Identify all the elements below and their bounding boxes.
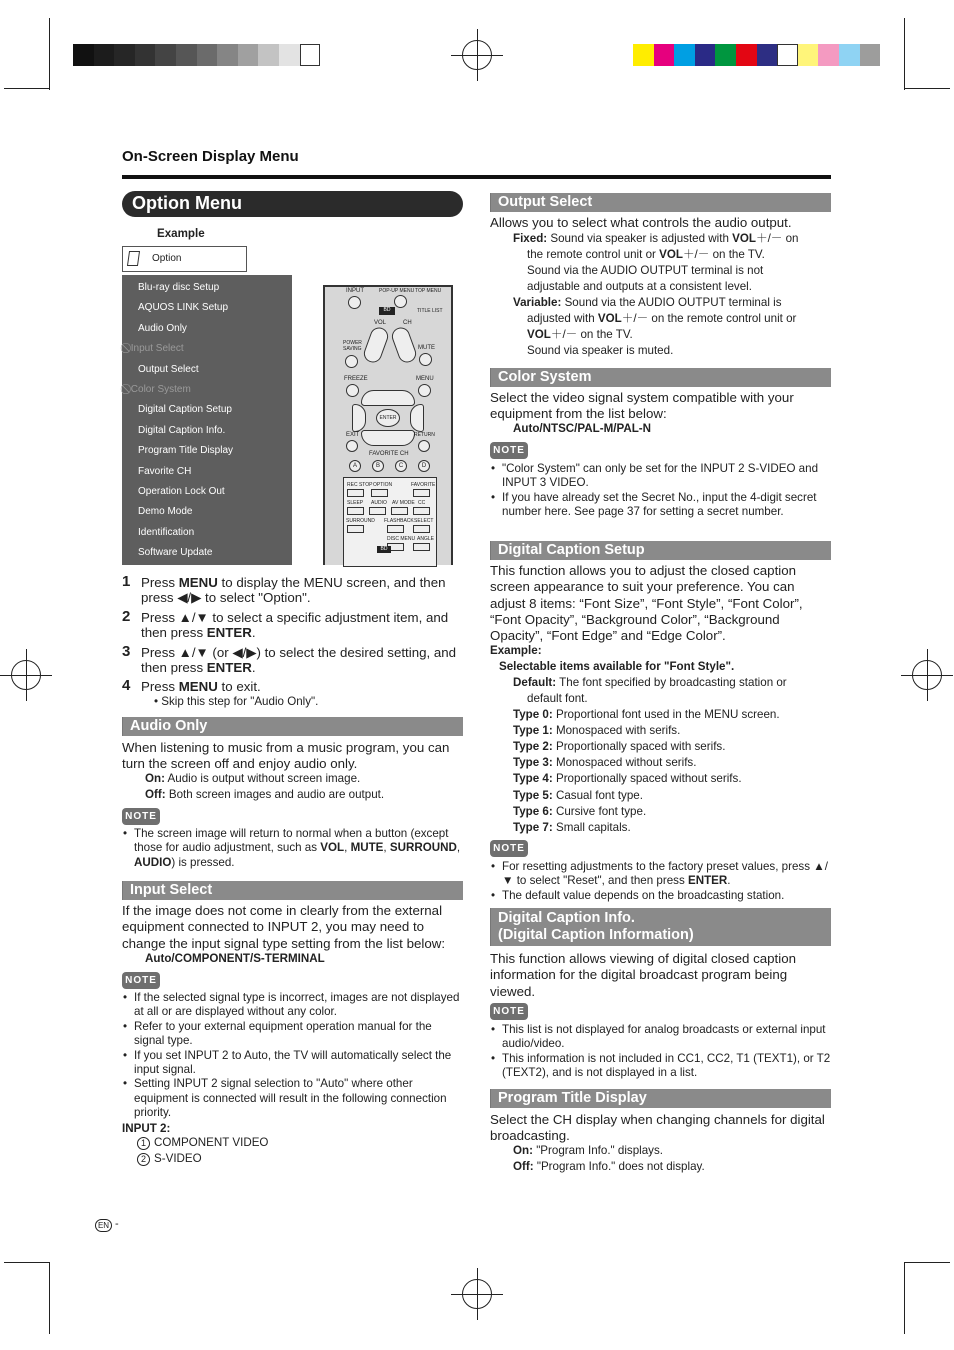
color-swatch: [818, 44, 839, 66]
note-item: • For resetting adjustments to the factory preset values, press ▲/▼ to select "Reset", and then press ENTER.: [490, 860, 831, 889]
note-item: • Refer to your external equipment operation manual for the signal type.: [122, 1020, 463, 1049]
color-swatch: [633, 44, 654, 66]
menu-item: Software Update: [138, 547, 213, 559]
step-number: 3: [122, 643, 131, 660]
note-badge: NOTE: [490, 442, 528, 459]
font-style-type: Type 3: Monospaced without serifs.: [513, 756, 697, 770]
color-swatch: [73, 44, 94, 66]
note-badge: NOTE: [122, 808, 160, 825]
color-system-notes: [490, 462, 831, 520]
remote-fav-b: B: [372, 460, 384, 472]
remote-cc-label: CC: [418, 500, 426, 506]
input-select-options: Auto/COMPONENT/S-TERMINAL: [145, 952, 325, 965]
remote-sleep-label: SLEEP: [347, 500, 364, 506]
note-item: • The screen image will return to normal when a button (except those for audio adjustment, such as VOL, MUTE, SURROUND, AUDIO) is pressed.: [122, 827, 463, 870]
font-style-type: Type 6: Cursive font type.: [513, 804, 647, 818]
step-number: 1: [122, 573, 131, 590]
option-tab-label: Option: [152, 253, 182, 264]
remote-popup-label: POP-UP MENU: [379, 288, 415, 294]
remote-favorite-label: FAVORITE: [411, 482, 436, 488]
color-swatch: [279, 44, 300, 66]
remote-recstop-button: [347, 489, 364, 497]
audio-only-notes: [122, 827, 463, 870]
step-item: 4 Press MENU to exit.: [122, 677, 261, 694]
menu-item: Output Select: [138, 363, 199, 375]
priority-item: 1 COMPONENT VIDEO: [137, 1135, 268, 1151]
menu-item: Demo Mode: [138, 506, 193, 518]
menu-item: Blu-ray disc Setup: [138, 282, 220, 293]
remote-bd-badge: BD: [379, 307, 395, 315]
note-badge: NOTE: [122, 972, 160, 989]
output-fixed: Fixed: Sound via speaker is adjusted with VOL＋/－ on the remote control unit or VOL＋/－ on the TV. Sound via the AUDIO OUTPUT terminal is not adjustable and outputs at a consistent level. Variable: Sound via the AUDIO OUTPUT terminal is adjusted with VOL＋/－ on the remote control unit or VOL＋/－ on the TV. Sound via speaker is muted.: [513, 232, 799, 357]
menu-item: ⃠ Input Select: [128, 343, 184, 355]
note-item: • If you have already set the Secret No., input the 4-digit secret number here. See page 37 for setting a secret number.: [490, 491, 831, 520]
remote-ch-label: CH: [403, 320, 412, 326]
remote-select-button: [413, 525, 430, 533]
remote-flashback-button: [387, 525, 404, 533]
audio-only-off: Off: Both screen images and audio are output.: [145, 788, 385, 801]
dcs-selectable-label: Selectable items available for "Font Style".: [499, 660, 735, 673]
note-badge: NOTE: [490, 1003, 528, 1020]
remote-freeze-button: [346, 384, 359, 397]
remote-fav-d: D: [418, 460, 430, 472]
remote-surround-label: SURROUND: [346, 518, 375, 524]
en-page-marker: EN: [95, 1219, 112, 1232]
input-select-header: Input Select: [122, 881, 463, 900]
remote-topmenu-label: TOP MENU: [415, 288, 442, 294]
remote-recstop-label: REC STOP: [347, 482, 373, 488]
color-swatch: [94, 44, 115, 66]
remote-flashback-label: FLASHBACK: [384, 518, 414, 524]
color-swatch: [839, 44, 860, 66]
remote-select-label: SELECT: [414, 518, 434, 524]
note-badge: NOTE: [490, 840, 528, 857]
remote-avmode-button: [391, 507, 408, 515]
remote-enter-button: ENTER: [376, 409, 400, 427]
remote-menu-button: [418, 384, 431, 397]
note-item: • "Color System" can only be set for the INPUT 2 S-VIDEO and INPUT 3 VIDEO.: [490, 462, 831, 491]
color-swatch: [217, 44, 238, 66]
remote-up-arrow: [361, 390, 415, 406]
color-system-body: Select the video signal system compatible with your equipment from the list below:: [490, 390, 794, 422]
menu-item: ⃠ Color System: [128, 384, 191, 395]
remote-audio-label: AUDIO: [371, 500, 387, 506]
section-title: On-Screen Display Menu: [122, 148, 299, 165]
remote-option-button: [371, 489, 388, 497]
output-select-body: Allows you to select what controls the audio output.: [490, 215, 792, 230]
remote-vol-label: VOL: [374, 320, 387, 326]
program-title-display-body: Select the CH display when changing channels for digital broadcasting.: [490, 1112, 825, 1144]
remote-powersaving-label: POWER SAVING: [343, 340, 362, 352]
menu-item: Digital Caption Setup: [138, 404, 232, 416]
remote-mute-button: [419, 353, 432, 366]
color-swatch: [695, 44, 716, 66]
menu-item: Digital Caption Info.: [138, 424, 226, 436]
color-swatch: [654, 44, 675, 66]
option-menu-list: [122, 275, 292, 565]
font-style-type: Type 2: Proportionally spaced with serifs.: [513, 740, 726, 754]
color-swatch: [155, 44, 176, 66]
priority-item: 2 S-VIDEO: [137, 1151, 202, 1167]
remote-fav-c: C: [395, 460, 407, 472]
remote-vol-rocker: [361, 325, 390, 365]
audio-only-body: When listening to music from a music program, you can turn the screen off and enjoy audio only.: [122, 740, 450, 772]
color-swatch: [135, 44, 156, 66]
color-swatch: [777, 44, 798, 66]
remote-control-illustration: [323, 285, 453, 565]
remote-input-button: [348, 296, 361, 309]
option-notepad-icon: [127, 251, 140, 266]
remote-cc-button: [413, 507, 430, 515]
remote-fav-a: A: [349, 460, 361, 472]
digital-caption-setup-body: This function allows you to adjust the closed caption screen appearance to suit your preference. You can adjust 8 items: “Font Size”, “Font Style”, “Font Color”, “Font Opacity”, “Background Color”, “Background Opacity”, “Font Edge” and “Edge Color”.: [490, 563, 803, 644]
disabled-icon: ⃠: [128, 343, 131, 355]
remote-discmenu-label: DISC MENU: [387, 536, 416, 542]
remote-exit-label: EXIT: [346, 432, 360, 438]
digital-caption-info-body: This function allows viewing of digital closed caption information for the digital broadcast program being viewed.: [490, 951, 796, 999]
remote-surround-button: [347, 525, 364, 533]
remote-right-arrow: [410, 404, 424, 432]
page-marker-suffix: -: [115, 1218, 119, 1230]
audio-only-header: Audio Only: [122, 717, 463, 736]
digital-caption-setup-header: Digital Caption Setup: [490, 541, 831, 560]
disabled-icon: ⃠: [128, 384, 131, 395]
note-item: • This information is not included in CC1, CC2, T1 (TEXT1), or T2 (TEXT2), and is not displayed in a list.: [490, 1052, 831, 1081]
remote-freeze-label: FREEZE: [344, 376, 368, 382]
note-item: • The default value depends on the broadcasting station.: [490, 889, 831, 903]
color-swatch: [860, 44, 881, 66]
remote-ch-rocker: [389, 325, 418, 365]
note-item: • Setting INPUT 2 signal selection to "Auto" where other equipment is connected will result in the following connection priority.: [122, 1077, 463, 1120]
program-title-display-header: Program Title Display: [490, 1089, 831, 1108]
font-style-type: Type 0: Proportional font used in the MENU screen.: [513, 708, 780, 721]
remote-menu-label: MENU: [416, 376, 434, 382]
color-swatch: [197, 44, 218, 66]
color-swatch: [238, 44, 259, 66]
menu-item: Audio Only: [138, 322, 187, 334]
menu-item: Identification: [138, 526, 195, 538]
ptd-off: Off: "Program Info." does not display.: [513, 1160, 705, 1173]
remote-audio-button: [369, 507, 386, 515]
note-item: • If you set INPUT 2 to Auto, the TV will automatically select the input signal.: [122, 1049, 463, 1078]
remote-option-label: OPTION: [373, 482, 393, 488]
step-item: 2 Press ▲/▼ to select a specific adjustment item, and then press ENTER.: [122, 608, 449, 640]
remote-return-button: [418, 440, 430, 452]
digital-caption-info-notes: [490, 1023, 831, 1081]
dcs-notes: [490, 860, 831, 903]
option-tab: [122, 246, 247, 272]
font-style-type: Type 1: Monospaced with serifs.: [513, 724, 681, 738]
color-swatch: [757, 44, 778, 66]
font-style-type: Type 5: Casual font type.: [513, 788, 643, 802]
color-swatch: [798, 44, 819, 66]
remote-exit-button: [346, 440, 358, 452]
remote-titlelist-label: TITLE LIST: [417, 308, 443, 314]
menu-item: Operation Lock Out: [138, 486, 225, 497]
example-label: Example: [157, 227, 205, 240]
color-swatch: [300, 44, 321, 66]
remote-sleep-button: [347, 507, 364, 515]
remote-left-arrow: [352, 404, 366, 432]
priority-number: 2: [137, 1153, 150, 1166]
color-swatch: [715, 44, 736, 66]
output-select-header: Output Select: [490, 193, 831, 212]
digital-caption-info-header: Digital Caption Info. (Digital Caption Information): [490, 908, 831, 946]
step-number: 4: [122, 677, 131, 694]
ptd-on: On: "Program Info." displays.: [513, 1144, 663, 1157]
title-rule: [122, 175, 831, 179]
remote-powersaving-button: [345, 355, 358, 368]
color-swatch: [114, 44, 135, 66]
note-item: • If the selected signal type is incorrect, images are not displayed at all or are displayed without any color.: [122, 991, 463, 1020]
input-select-notes: [122, 991, 463, 1121]
color-system-header: Color System: [490, 368, 831, 387]
step-item: 1 Press MENU to display the MENU screen, and then press ◀/▶ to select "Option".: [122, 573, 446, 605]
color-system-options: Auto/NTSC/PAL-M/PAL-N: [513, 422, 652, 435]
step-item: 3 Press ▲/▼ (or ◀/▶) to select the desired setting, and then press ENTER.: [122, 643, 457, 675]
remote-mute-label: MUTE: [418, 345, 435, 351]
remote-angle-label: ANGLE: [417, 536, 434, 542]
note-item: • This list is not displayed for analog broadcasts or external input audio/video.: [490, 1023, 831, 1052]
remote-favorite-button: [413, 489, 430, 497]
input2-label: INPUT 2:: [122, 1122, 171, 1135]
color-swatch: [674, 44, 695, 66]
step4-sub: • Skip this step for "Audio Only".: [154, 695, 319, 708]
remote-favorite-ch-label: FAVORITE CH: [369, 451, 409, 457]
remote-input-label: INPUT: [346, 288, 364, 294]
menu-item: AQUOS LINK Setup: [138, 302, 229, 314]
color-swatch: [736, 44, 757, 66]
remote-avmode-label: AV MODE: [392, 500, 415, 506]
step-number: 2: [122, 608, 131, 625]
dcs-default: Default: The font specified by broadcasting station or default font.: [513, 676, 787, 705]
remote-bd-badge-lower: BD: [377, 546, 391, 553]
dcs-example-label: Example:: [490, 644, 542, 657]
menu-item: Favorite CH: [138, 465, 192, 477]
priority-number: 1: [137, 1137, 150, 1150]
font-style-type: Type 7: Small capitals.: [513, 820, 631, 834]
color-swatch: [258, 44, 279, 66]
audio-only-on: On: Audio is output without screen image.: [145, 772, 361, 785]
font-style-type: Type 4: Proportionally spaced without serifs.: [513, 772, 742, 786]
option-menu-banner: Option Menu: [122, 191, 463, 217]
remote-return-label: RETURN: [414, 432, 435, 438]
input-select-body: If the image does not come in clearly from the external equipment connected to INPUT 2, you may need to change the input signal type setting from the list below:: [122, 903, 446, 951]
remote-popup-button: [394, 295, 407, 308]
menu-item: Program Title Display: [138, 445, 234, 457]
remote-down-arrow: [361, 430, 415, 446]
color-swatch: [176, 44, 197, 66]
remote-angle-button: [413, 543, 430, 551]
